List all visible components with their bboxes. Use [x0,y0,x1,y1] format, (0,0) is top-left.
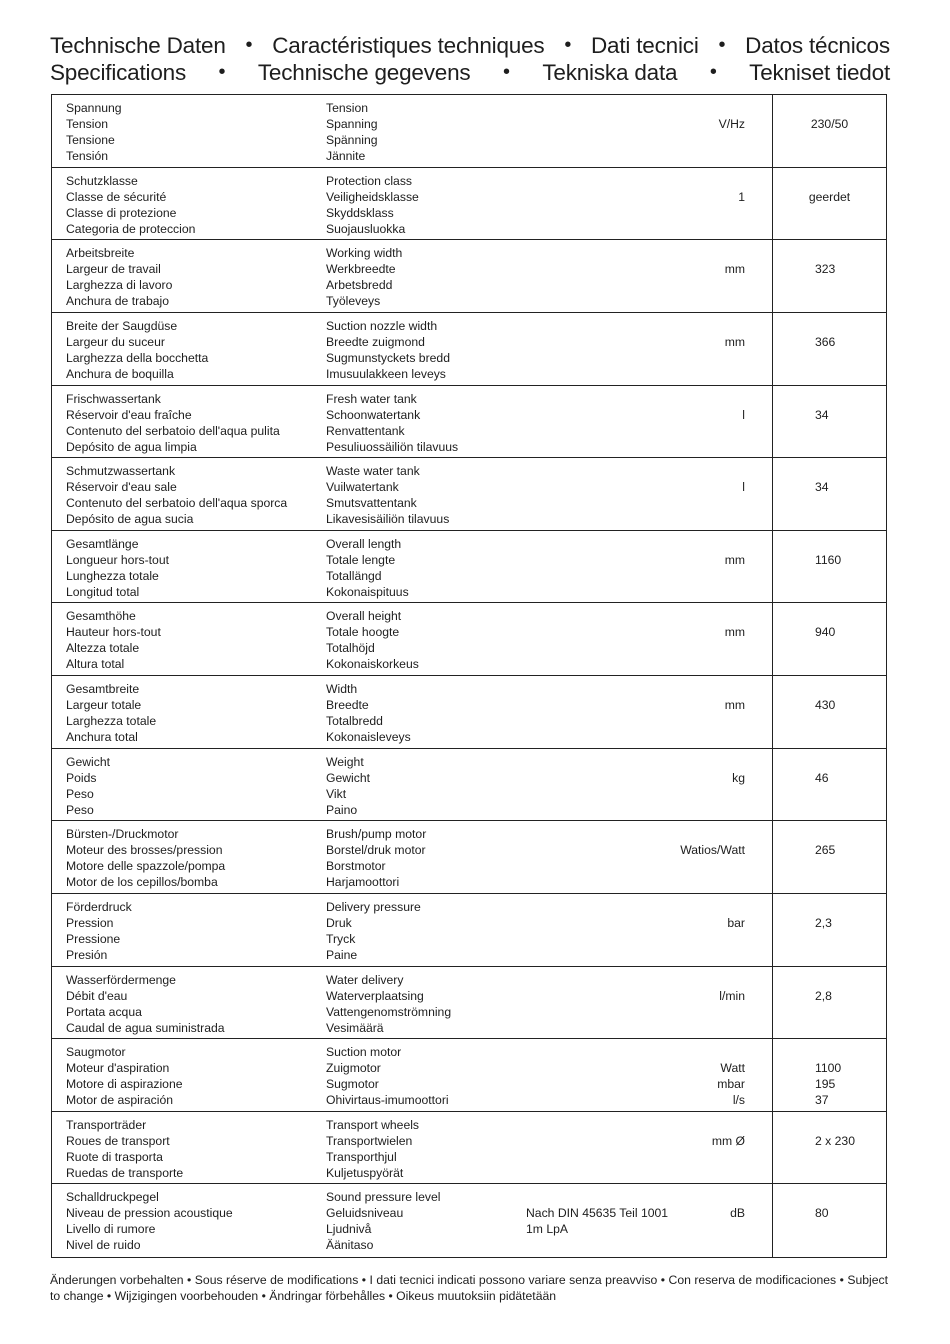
unit [725,334,745,350]
label-de-fr-it-es [66,318,208,382]
label-de-fr-it-es-line: Larghezza della bocchetta [66,350,209,365]
value-line: 195 [815,1077,836,1092]
unit-line: mm [724,552,745,567]
label-en-nl-sv-fi-line: Vikt [326,786,347,801]
title-sv: Tekniska data [542,60,678,85]
value [773,334,886,350]
label-en-nl-sv-fi-line: Overall height [326,609,402,624]
label-de-fr-it-es-line: Caudal de agua suministrada [66,1020,225,1035]
label-de-fr-it-es [66,245,172,309]
label-en-nl-sv-fi [326,245,402,309]
value [773,1133,886,1149]
label-de-fr-it-es-line: Anchura de trabajo [66,294,169,309]
label-de-fr-it-es-line: Peso [66,786,94,801]
table-row [52,531,886,604]
label-de-fr-it-es [66,826,225,890]
label-de-fr-it-es-line: Largeur de travail [66,262,161,277]
table-row [52,168,886,241]
label-de-fr-it-es-line: Spannung [66,101,122,115]
label-en-nl-sv-fi-line: Schoonwatertank [326,407,421,422]
title-en: Specifications [50,60,187,85]
unit-line: mm [724,625,745,640]
label-de-fr-it-es-line: Contenuto del serbatoio dell'aqua sporca [66,496,288,511]
unit [719,988,745,1004]
label-de-fr-it-es-line: Pression [66,915,114,930]
label-de-fr-it-es-line: Nivel de ruido [66,1238,141,1253]
bullet: • [245,34,253,56]
label-de-fr-it-es [66,899,132,963]
label-de-fr-it-es-line: Larghezza totale [66,714,157,728]
value [773,770,886,786]
label-en-nl-sv-fi-line: Tryck [326,931,356,946]
label-de-fr-it-es [66,681,156,745]
label-en-nl-sv-fi-line: Totale hoogte [326,625,400,640]
unit-line: mbar [717,1077,745,1092]
label-de-fr-it-es-line: Classe di protezione [66,205,177,220]
label-de-fr-it-es-line: Motore delle spazzole/pompa [66,859,226,874]
label-en-nl-sv-fi-line: Imusuulakkeen leveys [326,366,446,381]
value-line: 46 [815,770,829,785]
value [773,1060,886,1108]
value-line: 366 [815,334,836,349]
value-line: 323 [815,262,836,277]
label-en-nl-sv-fi-line: Waterverplaatsing [326,988,424,1003]
title-nl: Technische gegevens [257,60,471,85]
label-de-fr-it-es [66,173,195,237]
label-en-nl-sv-fi [326,681,411,745]
value-line: 940 [815,625,836,640]
label-en-nl-sv-fi-line: Työleveys [326,294,381,309]
label-de-fr-it-es-line: Roues de transport [66,1133,170,1148]
label-en-nl-sv-fi-line: Weight [326,754,364,769]
label-de-fr-it-es-line: Largeur totale [66,698,142,712]
label-en-nl-sv-fi [326,899,421,963]
label-de-fr-it-es [66,608,161,672]
label-de-fr-it-es [66,754,110,818]
label-en-nl-sv-fi-line: Vesimäärä [326,1020,384,1035]
value-line: 430 [815,698,836,712]
standard-note-line: 1m LpA [526,1222,569,1237]
value [773,407,886,423]
label-de-fr-it-es-line: Tension [66,117,109,131]
label-de-fr-it-es-line: Ruote di trasporta [66,1149,163,1164]
label-en-nl-sv-fi-line: Vuilwatertank [326,480,399,495]
unit-line: l [742,407,745,422]
value-line: 34 [815,480,829,495]
label-de-fr-it-es-line: Motor de los cepillos/bomba [66,875,218,890]
label-en-nl-sv-fi-line: Skyddsklass [326,205,394,220]
label-en-nl-sv-fi [326,1117,419,1181]
unit-line: mm Ø [711,1133,745,1148]
unit-line: bar [727,915,745,930]
label-de-fr-it-es-line: Moteur des brosses/pression [66,843,223,858]
label-de-fr-it-es-line: Förderdruck [66,899,132,914]
unit [732,770,745,786]
bullet: • [503,61,510,83]
unit-line: mm [724,262,745,277]
table-row [52,313,886,386]
label-de-fr-it-es [66,536,169,600]
value [773,697,886,713]
label-en-nl-sv-fi [326,972,451,1036]
label-de-fr-it-es-line: Wasserfördermenge [66,972,176,987]
label-en-nl-sv-fi-line: Harjamoottori [326,875,400,890]
value [773,552,886,568]
label-de-fr-it-es-line: Lunghezza totale [66,568,159,583]
value-line: 34 [815,407,829,422]
value-line: 1160 [815,552,842,567]
label-en-nl-sv-fi-line: Kuljetuspyörät [326,1165,404,1180]
label-en-nl-sv-fi-line: Arbetsbredd [326,278,393,293]
standard-note [526,1205,668,1237]
unit-line: l [742,480,745,495]
value [773,116,886,132]
label-en-nl-sv-fi-line: Waste water tank [326,464,420,479]
label-de-fr-it-es-line: Presión [66,947,108,962]
label-de-fr-it-es-line: Peso [66,802,94,817]
label-de-fr-it-es-line: Larghezza di lavoro [66,278,173,293]
label-de-fr-it-es-line: Réservoir d'eau fraîche [66,407,192,422]
label-en-nl-sv-fi-line: Totale lengte [326,552,396,567]
label-en-nl-sv-fi-line: Protection class [326,173,413,188]
label-en-nl-sv-fi-line: Paine [326,947,358,962]
unit [725,624,745,640]
label-de-fr-it-es-line: Longitud total [66,584,140,599]
label-de-fr-it-es-line: Niveau de pression acoustique [66,1206,233,1221]
label-en-nl-sv-fi-line: Vattengenomströmning [326,1004,452,1019]
unit-line: l/s [732,1093,745,1108]
label-de-fr-it-es-line: Arbeitsbreite [66,246,135,261]
value [773,988,886,1004]
label-en-nl-sv-fi [326,173,419,237]
label-de-fr-it-es [66,1189,233,1253]
label-de-fr-it-es-line: Hauteur hors-tout [66,625,161,640]
table-row [52,458,886,531]
label-en-nl-sv-fi-line: Ljudnivå [326,1222,372,1237]
label-en-nl-sv-fi [326,318,450,382]
title-de: Technische Daten [50,33,226,58]
value [773,842,886,858]
page-title [50,32,890,86]
label-en-nl-sv-fi-line: Pesuliuossäiliön tilavuus [326,439,459,454]
label-de-fr-it-es [66,463,287,527]
unit [725,261,745,277]
footer-note: Änderungen vorbehalten • Sous réserve de modifications • I dati tecnici indicati possono variare senza preavviso • Con reserva de modificaciones • Subject to change • Wijzigingen voorbehouden • Ändringar förbehålles • Oikeus muutoksiin pidätetään [50,1273,888,1303]
label-de-fr-it-es-line: Réservoir d'eau sale [66,480,177,495]
label-de-fr-it-es-line: Portata acqua [66,1004,142,1019]
label-en-nl-sv-fi-line: Paino [326,802,358,817]
label-en-nl-sv-fi-line: Transport wheels [326,1117,420,1132]
label-en-nl-sv-fi-line: Borstmotor [326,859,386,874]
value-line: 2,3 [815,915,832,930]
table-row [52,894,886,967]
unit-line: mm [724,334,745,349]
value-line: geerdet [808,189,851,204]
unit [725,552,745,568]
value [773,1205,886,1221]
label-de-fr-it-es-line: Breite der Saugdüse [66,318,178,333]
title-line-1 [50,32,890,59]
value-line: 230/50 [810,117,849,131]
label-en-nl-sv-fi-line: Spanning [326,117,378,131]
value-line: 265 [815,843,836,858]
label-en-nl-sv-fi-line: Overall length [326,536,402,551]
table-row [52,1039,886,1112]
label-de-fr-it-es [66,100,122,164]
label-de-fr-it-es-line: Altura total [66,657,125,672]
label-de-fr-it-es-line: Motore di aspirazione [66,1077,183,1092]
label-en-nl-sv-fi [326,1189,441,1253]
unit [727,915,745,931]
label-de-fr-it-es-line: Moteur d'aspiration [66,1061,170,1076]
unit [725,697,745,713]
unit-line: mm [724,698,745,712]
table-row [52,386,886,459]
table-row [52,749,886,822]
bullet: • [218,61,226,83]
label-de-fr-it-es [66,1044,183,1108]
label-en-nl-sv-fi-line: Water delivery [326,972,404,987]
label-en-nl-sv-fi-line: Suction motor [326,1045,402,1060]
label-de-fr-it-es-line: Categoria de proteccion [66,221,196,236]
spec-table [51,94,887,1258]
label-de-fr-it-es-line: Altezza totale [66,641,140,656]
label-en-nl-sv-fi [326,1044,449,1108]
label-de-fr-it-es-line: Anchura total [66,730,138,744]
value [773,479,886,495]
unit-line: Watt [720,1061,745,1076]
bullet: • [564,34,572,56]
unit-line: V/Hz [718,117,745,131]
label-en-nl-sv-fi-line: Gewicht [326,770,371,785]
label-en-nl-sv-fi-line: Spänning [326,133,378,147]
label-en-nl-sv-fi-line: Kokonaiskorkeus [326,657,419,672]
value [773,261,886,277]
unit-line: kg [732,770,745,785]
label-de-fr-it-es-line: Débit d'eau [66,988,128,1003]
value [773,915,886,931]
label-en-nl-sv-fi-line: Renvattentank [326,423,405,438]
label-en-nl-sv-fi-line: Werkbreedte [326,262,396,277]
label-en-nl-sv-fi-line: Druk [326,915,352,930]
unit [717,1060,745,1108]
table-row [52,1112,886,1185]
label-en-nl-sv-fi-line: Suojausluokka [326,221,406,236]
label-en-nl-sv-fi-line: Totalbredd [326,714,383,728]
table-row [52,676,886,749]
table-row [52,967,886,1040]
label-de-fr-it-es-line: Depósito de agua limpia [66,439,197,454]
label-en-nl-sv-fi-line: Sugmunstyckets bredd [326,350,450,365]
label-en-nl-sv-fi [326,463,449,527]
unit-line: dB [730,1206,745,1221]
table-row [52,603,886,676]
value-line: 2,8 [815,988,832,1003]
title-fi: Tekniset tiedot [749,60,890,85]
label-en-nl-sv-fi-line: Delivery pressure [326,899,421,914]
label-en-nl-sv-fi-line: Transporthjul [326,1149,397,1164]
unit [730,1205,745,1221]
label-de-fr-it-es-line: Gewicht [66,754,111,769]
label-de-fr-it-es-line: Longueur hors-tout [66,552,169,567]
label-de-fr-it-es [66,972,225,1036]
label-de-fr-it-es [66,391,280,455]
unit [680,842,745,858]
label-en-nl-sv-fi-line: Veiligheidsklasse [326,189,419,204]
label-de-fr-it-es-line: Schmutzwassertank [66,464,176,479]
label-en-nl-sv-fi-line: Tension [326,101,369,115]
label-en-nl-sv-fi-line: Transportwielen [326,1133,413,1148]
label-en-nl-sv-fi-line: Borstel/druk motor [326,843,426,858]
label-en-nl-sv-fi-line: Geluidsniveau [326,1206,404,1221]
value [773,624,886,640]
label-en-nl-sv-fi [326,754,370,818]
label-de-fr-it-es-line: Schutzklasse [66,173,138,188]
label-en-nl-sv-fi-line: Zuigmotor [326,1061,381,1076]
label-en-nl-sv-fi-line: Brush/pump motor [326,827,427,842]
label-de-fr-it-es-line: Gesamtlänge [66,536,139,551]
table-row [52,240,886,313]
label-en-nl-sv-fi-line: Breedte zuigmond [326,334,425,349]
label-en-nl-sv-fi [326,391,458,455]
table-row [52,821,886,894]
label-de-fr-it-es-line: Gesamtbreite [66,682,140,696]
label-en-nl-sv-fi [326,536,409,600]
bullet: • [709,61,717,83]
label-de-fr-it-es-line: Motor de aspiración [66,1093,174,1108]
label-en-nl-sv-fi-line: Kokonaispituus [326,584,409,599]
label-de-fr-it-es [66,1117,183,1181]
label-de-fr-it-es-line: Tensión [66,149,109,163]
label-en-nl-sv-fi-line: Breedte [326,698,369,712]
value-line: 37 [815,1093,829,1108]
label-en-nl-sv-fi [326,100,378,164]
label-en-nl-sv-fi-line: Sugmotor [326,1077,379,1092]
label-en-nl-sv-fi-line: Smutsvattentank [326,496,417,511]
title-es: Datos técnicos [745,33,890,58]
unit [712,1133,745,1149]
value-line: 2 x 230 [815,1133,855,1148]
label-de-fr-it-es-line: Gesamthöhe [66,609,136,624]
label-de-fr-it-es-line: Depósito de agua sucia [66,512,194,527]
label-en-nl-sv-fi-line: Working width [326,246,403,261]
label-en-nl-sv-fi-line: Sound pressure level [326,1190,441,1205]
label-de-fr-it-es-line: Largeur du suceur [66,334,165,349]
label-en-nl-sv-fi-line: Kokonaisleveys [326,730,411,744]
label-en-nl-sv-fi [326,826,426,890]
label-de-fr-it-es-line: Poids [66,770,97,785]
label-en-nl-sv-fi-line: Äänitaso [326,1238,374,1253]
unit [719,116,745,132]
label-en-nl-sv-fi-line: Ohivirtaus-imumoottori [326,1093,449,1108]
label-de-fr-it-es-line: Tensione [66,133,115,147]
label-en-nl-sv-fi-line: Totalhöjd [326,641,375,656]
table-row [52,95,886,168]
label-de-fr-it-es-line: Schalldruckpegel [66,1190,159,1205]
standard-note-line: Nach DIN 45635 Teil 1001 [526,1206,669,1221]
unit-line: l/min [719,988,745,1003]
label-de-fr-it-es-line: Livello di rumore [66,1222,156,1237]
label-en-nl-sv-fi [326,608,419,672]
label-de-fr-it-es-line: Ruedas de transporte [66,1165,184,1180]
table-row [52,1184,886,1257]
label-en-nl-sv-fi-line: Suction nozzle width [326,318,438,333]
unit-line: Watios/Watt [680,843,745,858]
label-de-fr-it-es-line: Anchura de boquilla [66,366,174,381]
label-de-fr-it-es-line: Transporträder [66,1117,147,1132]
value-line: 1100 [815,1061,842,1076]
unit [742,479,745,495]
unit-line: 1 [738,189,745,204]
unit [738,189,745,205]
label-en-nl-sv-fi-line: Fresh water tank [326,391,417,406]
value [773,189,886,205]
label-de-fr-it-es-line: Frischwassertank [66,391,161,406]
label-en-nl-sv-fi-line: Likavesisäiliön tilavuus [326,512,450,527]
label-en-nl-sv-fi-line: Totallängd [326,568,382,583]
value-line: 80 [815,1206,829,1221]
title-fr: Caractéristiques techniques [272,33,545,58]
label-en-nl-sv-fi-line: Jännite [326,149,366,163]
label-de-fr-it-es-line: Pressione [66,931,121,946]
title-it: Dati tecnici [590,33,699,58]
label-de-fr-it-es-line: Saugmotor [66,1045,126,1060]
label-de-fr-it-es-line: Bürsten-/Druckmotor [66,827,179,842]
title-line-2 [50,59,890,86]
label-de-fr-it-es-line: Classe de sécurité [66,189,167,204]
bullet: • [718,34,726,56]
unit [742,407,745,423]
label-en-nl-sv-fi-line: Width [326,682,358,696]
label-de-fr-it-es-line: Contenuto del serbatoio dell'aqua pulita [66,423,280,438]
